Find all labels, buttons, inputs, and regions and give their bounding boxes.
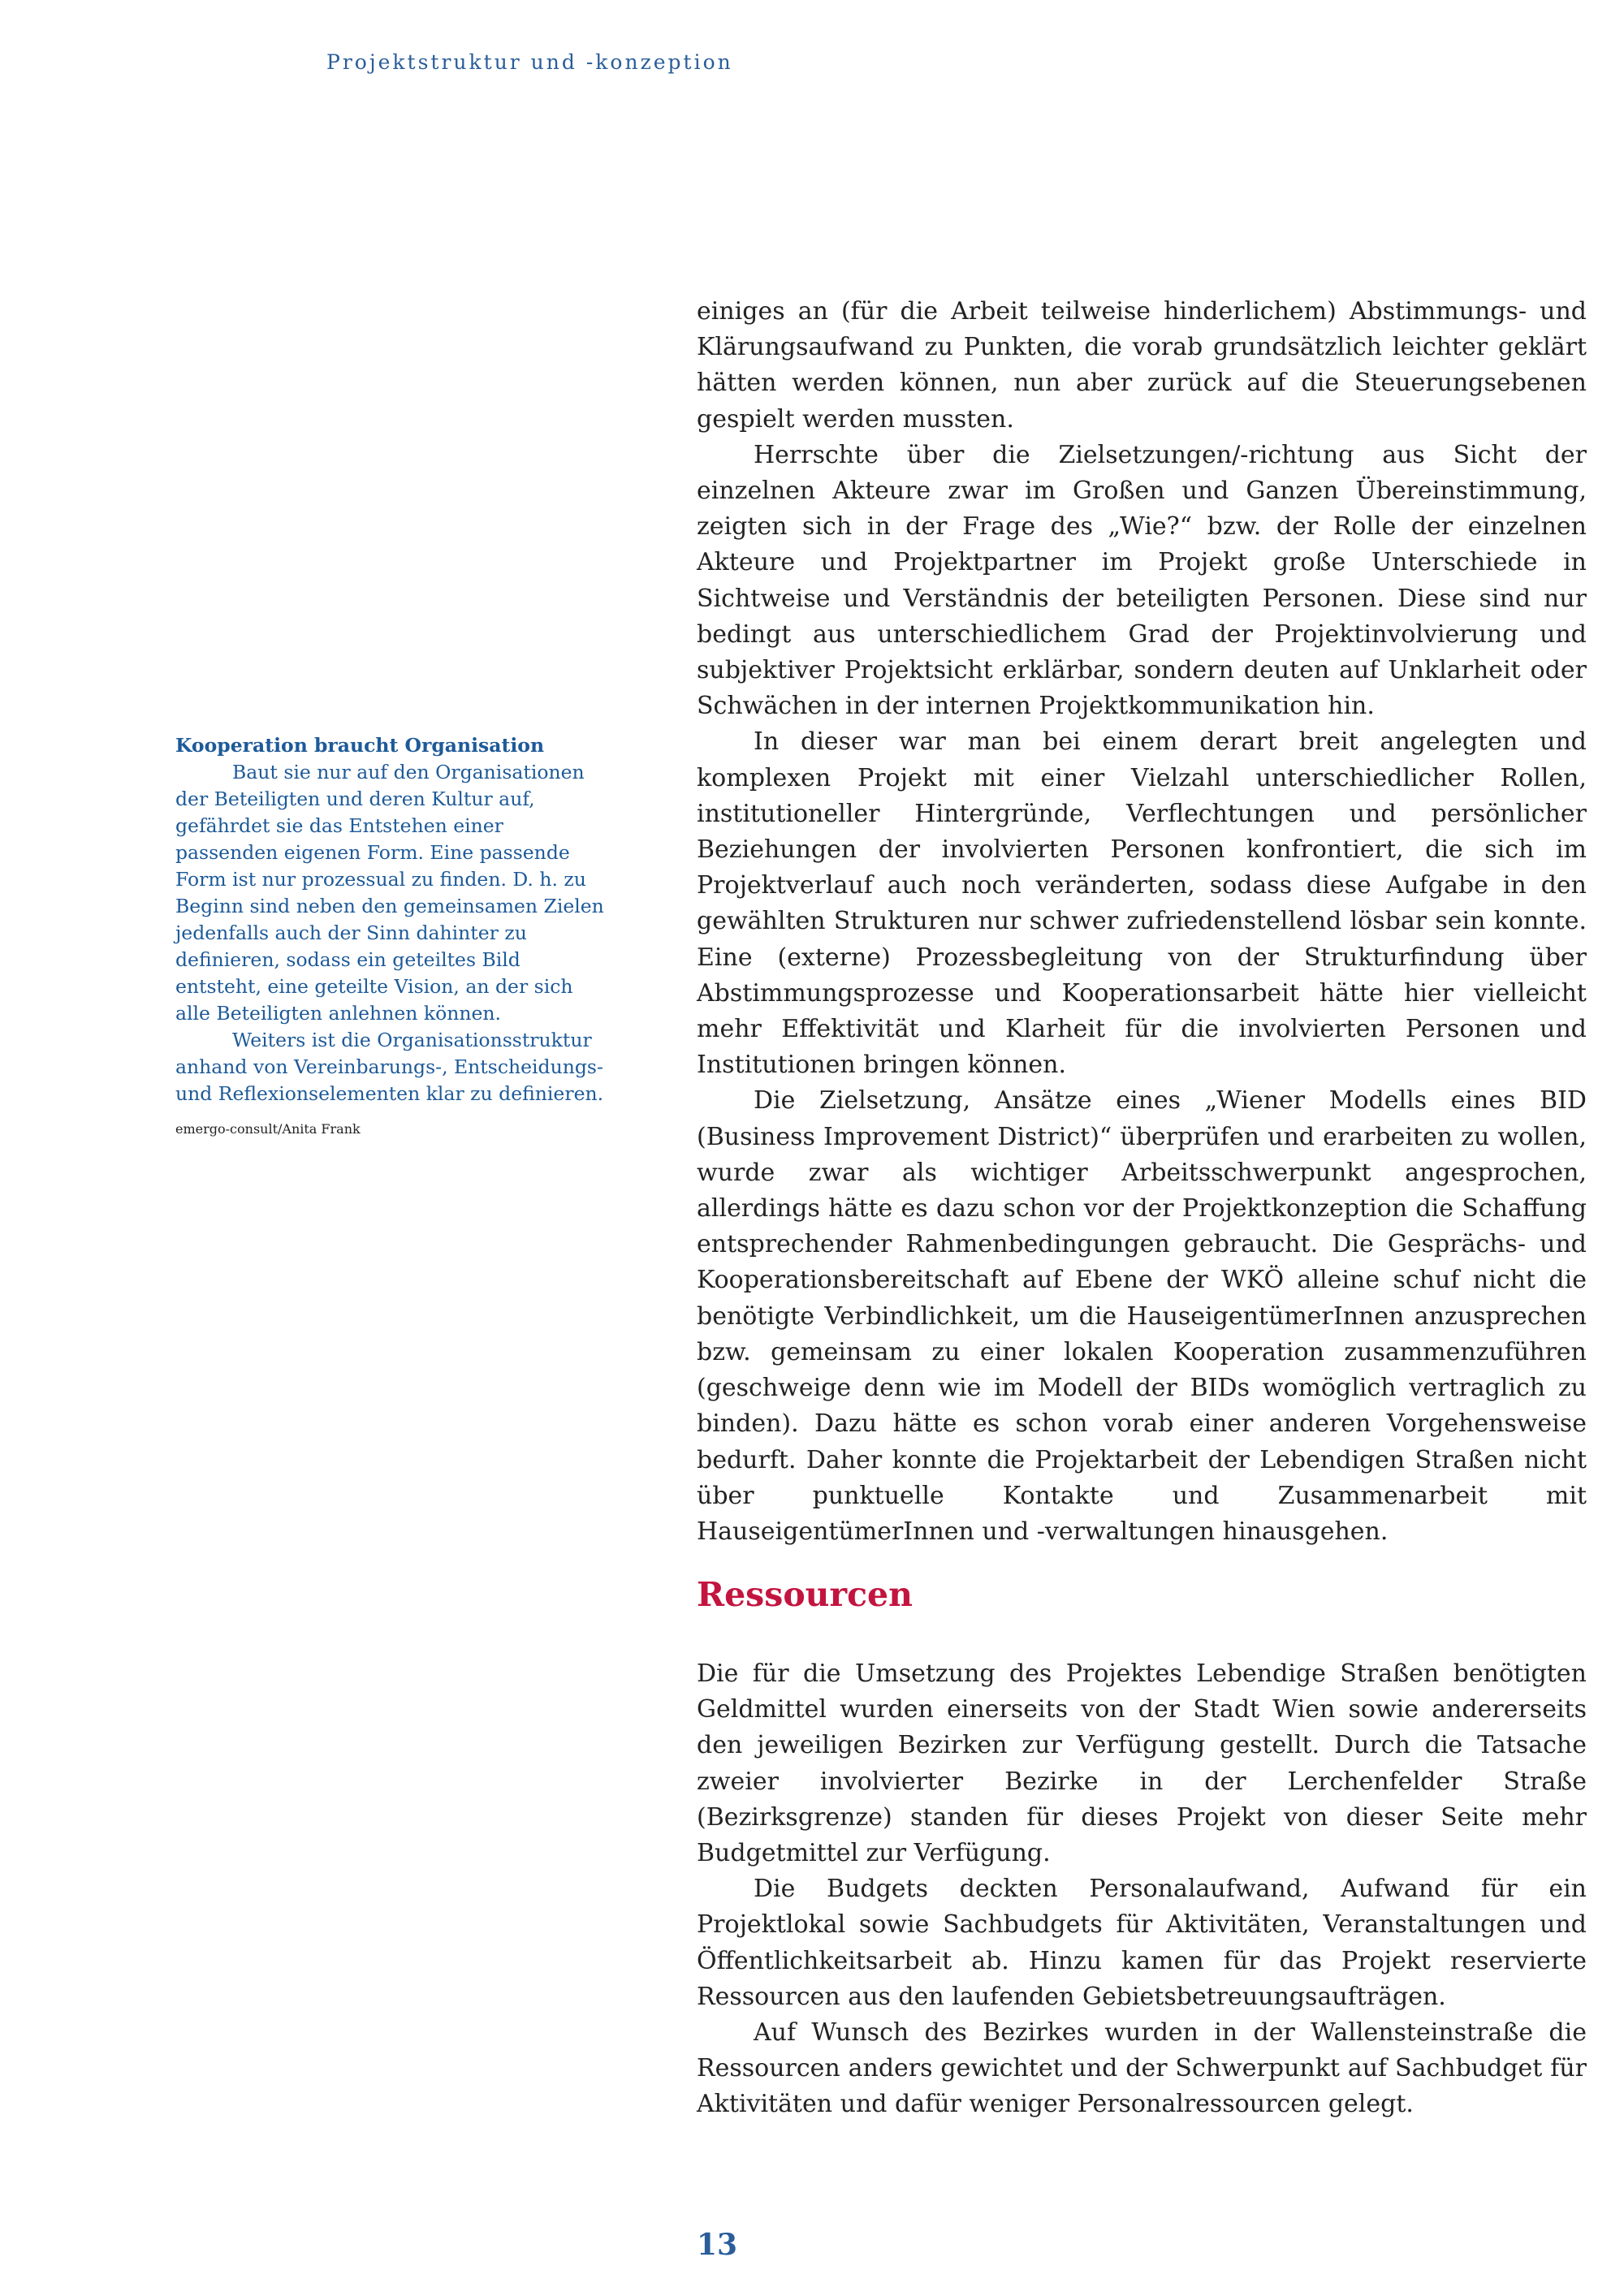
section-heading-ressourcen: Ressourcen	[697, 1575, 913, 1614]
body-paragraph: Die Zielsetzung, Ansätze eines „Wiener Modells eines BID (Business Improvement District)“ überprüfen und erarbeiten zu wollen, wurde zwar als wichtiger Arbeitsschwerpunkt angesprochen, allerdings hätte es dazu schon vor der Projektkonzeption die Schaffung entsprechender Rahmenbedingungen gebraucht. Die Gesprächs- und Kooperationsbereitschaft auf Ebene der WKÖ alleine schuf nicht die benötigte Verbindlichkeit, um die HauseigentümerInnen anzusprechen bzw. gemeinsam zu einer lokalen Kooperation zusammenzuführen (geschweige denn wie im Modell der BIDs womöglich vertraglich zu binden). Dazu hätte es schon vorab einer anderen Vorgehensweise bedurft. Daher konnte die Projektarbeit der Lebendigen Straßen nicht über punktuelle Kontakte und Zusammenarbeit mit HauseigentümerInnen und -verwaltungen hinausgehen.	[697, 1086, 1587, 1546]
ressourcen-section-text	[697, 1656, 1587, 2123]
quote-title: Kooperation braucht Organisation	[175, 734, 545, 757]
main-text-continued	[697, 294, 1587, 1550]
quote-paragraph: Weiters ist die Organisationsstruktur anhand von Vereinbarungs-, Entscheidungs- und Reflexionselementen klar zu definieren.	[175, 1029, 604, 1105]
quote-source: emergo-consult/Anita Frank	[175, 1121, 361, 1137]
body-paragraph: Die Budgets deckten Personalaufwand, Aufwand für ein Projektlokal sowie Sachbudgets für Aktivitäten, Veranstaltungen und Öffentlichkeitsarbeit ab. Hinzu kamen für das Projekt reservierte Ressourcen aus den laufenden Gebietsbetreuungsaufträgen.	[697, 1875, 1587, 2011]
body-paragraph: einiges an (für die Arbeit teilweise hinderlichem) Abstimmungs- und Klärungsaufwand zu Punkten, die vorab grundsätzlich leichter geklärt hätten werden können, nun aber zurück auf die Steuerungsebenen gespielt werden mussten.	[697, 297, 1587, 434]
body-paragraph: Auf Wunsch des Bezirkes wurden in der Wallensteinstraße die Ressourcen anders gewichtet und der Schwerpunkt auf Sachbudget für Aktivitäten und dafür weniger Personalressourcen gelegt.	[697, 2018, 1587, 2119]
sidebar-quote	[175, 732, 606, 1142]
page-number: 13	[697, 2228, 738, 2262]
body-paragraph: Herrschte über die Zielsetzungen/-richtung aus Sicht der einzelnen Akteure zwar im Großen und Ganzen Übereinstimmung, zeigten sich in der Frage des „Wie?“ bzw. der Rolle der einzelnen Akteure und Projektpartner im Projekt große Unterschiede in Sichtweise und Verständnis der beteiligten Personen. Diese sind nur bedingt aus unterschiedlichem Grad der Projektinvolvierung und subjektiver Projektsicht erklärbar, sondern deuten auf Unklarheit oder Schwächen in der internen Projektkommunikation hin.	[697, 440, 1587, 721]
quote-paragraph: Baut sie nur auf den Organisationen der Beteiligten und deren Kultur auf, gefährdet sie das Entstehen einer passenden eigenen Form. Eine passende Form ist nur prozessual zu finden. D. h. zu Beginn sind neben den gemeinsamen Zielen jedenfalls auch der Sinn dahinter zu definieren, sodass ein geteiltes Bild entsteht, eine geteilte Vision, an der sich alle Beteiligten anlehnen können.	[175, 761, 604, 1025]
body-paragraph: In dieser war man bei einem derart breit angelegten und komplexen Projekt mit einer Vielzahl unterschiedlicher Rollen, institutioneller Hintergründe, Verflechtungen und persönlicher Beziehungen der involvierten Personen konfrontiert, die sich im Projektverlauf auch noch veränderten, sodass diese Aufgabe in den gewählten Strukturen nur schwer zufriedenstellend lösbar sein konnte. Eine (externe) Prozessbegleitung von der Strukturfindung über Abstimmungsprozesse und Kooperationsarbeit hätte hier vielleicht mehr Effektivität und Klarheit für die involvierten Personen und Institutionen bringen können.	[697, 727, 1587, 1080]
body-paragraph: Die für die Umsetzung des Projektes Lebendige Straßen benötigten Geldmittel wurden einerseits von der Stadt Wien sowie andererseits den jeweiligen Bezirken zur Verfügung gestellt. Durch die Tatsache zweier involvierter Bezirke in der Lerchenfelder Straße (Bezirksgrenze) standen für dieses Projekt von dieser Seite mehr Budgetmittel zur Verfügung.	[697, 1659, 1587, 1868]
running-header: Projektstruktur und -konzeption	[326, 50, 733, 74]
